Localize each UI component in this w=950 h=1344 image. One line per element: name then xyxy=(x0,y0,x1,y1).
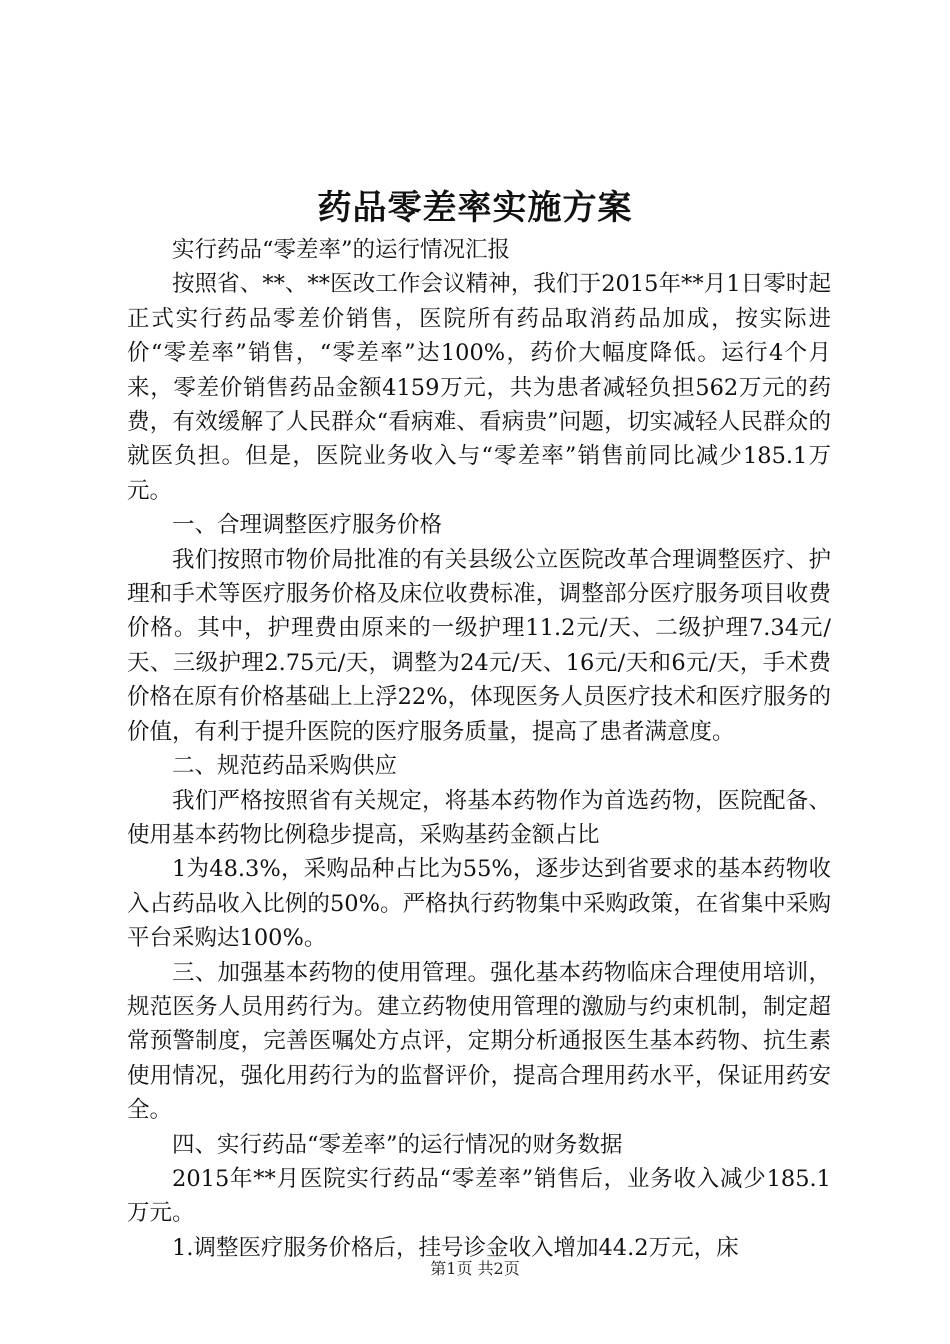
section-heading-2: 二、规范药品采购供应 xyxy=(172,753,398,780)
document-body xyxy=(127,233,831,1265)
paragraph-section-2b: 1为48.3%，采购品种占比为55%，逐步达到省要求的基本药物收入占药品收入比例的50%。严格执行药物集中采购政策，在省集中采购平台采购达100%。 xyxy=(127,856,831,952)
paragraph-section-2a: 我们严格按照省有关规定，将基本药物作为首选药物，医院配备、使用基本药物比例稳步提高，采购基药金额占比 xyxy=(127,787,831,848)
section-heading-4: 四、实行药品“零差率”的运行情况的财务数据 xyxy=(172,1131,623,1158)
page-footer: 第1页 共2页 xyxy=(430,1259,520,1278)
document-title: 药品零差率实施方案 xyxy=(317,188,633,228)
paragraph-section-1: 我们按照市物价局批准的有关县级公立医院改革合理调整医疗、护理和手术等医疗服务价格及床位收费标准，调整部分医疗服务项目收费价格。其中，护理费由原来的一级护理11.2元/天、二级护理7.34元/天、三级护理2.75元/天，调整为24元/天、16元/天和6元/天，手术费价格在原有价格基础上上浮22%，体现医务人员医疗技术和医疗服务的价值，有利于提升医院的医疗服务质量，提高了患者满意度。 xyxy=(127,546,831,745)
paragraph-section-3: 三、加强基本药物的使用管理。强化基本药物临床合理使用培训，规范医务人员用药行为。建立药物使用管理的激励与约束机制，制定超常预警制度，完善医嘱处方点评，定期分析通报医生基本药物、抗生素使用情况，强化用药行为的监督评价，提高合理用药水平，保证用药安全。 xyxy=(127,959,831,1124)
paragraph-section-4-item-1: 1.调整医疗服务价格后，挂号诊金收入增加44.2万元，床 xyxy=(172,1234,739,1261)
section-heading-1: 一、合理调整医疗服务价格 xyxy=(172,512,443,539)
paragraph-section-4: 2015年**月医院实行药品“零差率”销售后，业务收入减少185.1万元。 xyxy=(127,1165,831,1227)
paragraph-report-heading: 实行药品“零差率”的运行情况汇报 xyxy=(172,237,511,263)
paragraph-intro: 按照省、**、**医改工作会议精神，我们于2015年**月1日零时起正式实行药品零差价销售，医院所有药品取消药品加成，按实际进价“零差率”销售，“零差率”达100%，药价大幅度降低。运行4个月来，零差价销售药品金额4159万元，共为患者减轻负担562万元的药费，有效缓解了人民群众“看病难、看病贵”问题，切实减轻人民群众的就医负担。但是，医院业务收入与“零差率”销售前同比减少185.1万元。 xyxy=(127,271,831,504)
